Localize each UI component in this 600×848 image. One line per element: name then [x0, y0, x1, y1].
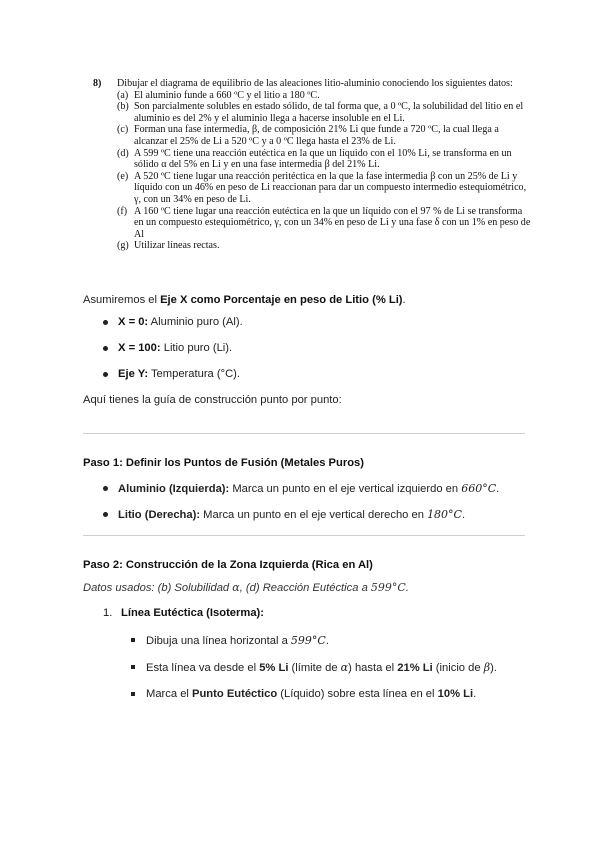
melting-point-item: Aluminio (Izquierda): Marca un punto en el eje vertical izquierdo en 660°C.: [83, 481, 533, 497]
step1-block: [83, 481, 533, 533]
problem-item: (e) A 520 ºC tiene lugar una reacción peritéctica en la que la fase intermedia β con un 25% de Li y líquido con un 46% en peso de Li reaccionan para dar un compuesto intermedio estequiométrico, γ, con un 34% en peso de Li.: [117, 170, 527, 205]
axes-list-item: Eje Y: Temperatura (°C).: [83, 367, 523, 382]
axis-assumption: Asumiremos el Eje X como Porcentaje en peso de Litio (% Li).: [83, 294, 406, 306]
step1-title: Paso 1: Definir los Puntos de Fusión (Metales Puros): [83, 457, 364, 469]
problem-statement: [93, 78, 533, 252]
divider: [83, 433, 525, 434]
eutectic-sub-item: Marca el Punto Eutéctico (Líquido) sobre esta línea en el 10% Li.: [83, 687, 533, 702]
divider: [83, 535, 525, 536]
guide-text: Aquí tienes la guía de construcción punto por punto:: [83, 394, 342, 406]
axes-list-item: X = 0: Aluminio puro (Al).: [83, 315, 523, 330]
problem-item: (d) A 599 ºC tiene una reacción eutéctica en la que un líquido con el 10% Li, se transforma en un sólido α del 5% en Li y en una fase intermedia β del 21% Li.: [117, 147, 512, 171]
eutectic-sublist: [83, 633, 533, 702]
problem-item: (b) Son parcialmente solubles en estado sólido, de tal forma que, a 0 ºC, la solubilidad del litio en el aluminio es del 2% y el aluminio llega a hacerse insoluble en el Li.: [117, 101, 524, 124]
melting-points-list: [83, 481, 533, 523]
problem-item: (a) El aluminio funde a 660 ºC y el litio a 180 ºC.: [117, 89, 320, 101]
eutectic-sub-item: Esta línea va desde el 5% Li (límite de α) hasta el 21% Li (inicio de β).: [83, 660, 533, 676]
problem-number: 8): [93, 78, 102, 89]
data-used: Datos usados: (b) Solubilidad α, (d) Reacción Eutéctica a 599°C.: [83, 581, 409, 594]
answer-intro-block: [83, 293, 523, 408]
problem-item: (c) Forman una fase intermedia, β, de composición 21% Li que funde a 720 ºC, la cual llega a alcanzar el 25% de Li a 520 ºC y a 0 ºC llega hasta el 23% de Li.: [117, 124, 499, 147]
problem-item: (g) Utilizar líneas rectas.: [117, 240, 220, 252]
step2-title: Paso 2: Construcción de la Zona Izquierda (Rica en Al): [83, 559, 373, 571]
problem-items: [93, 90, 533, 252]
eutectic-sub-item: Dibuja una línea horizontal a 599°C.: [83, 633, 533, 649]
step2-block: [83, 580, 533, 713]
melting-point-item: Litio (Derecha): Marca un punto en el eje vertical derecho en 180°C.: [83, 507, 533, 523]
axes-list-item: X = 100: Litio puro (Li).: [83, 341, 523, 356]
axes-list: [83, 315, 523, 382]
problem-intro: Dibujar el diagrama de equilibrio de las aleaciones litio-aluminio conociendo los siguientes datos:: [117, 78, 513, 89]
eutectic-line-heading: 1. Línea Eutéctica (Isoterma):: [103, 607, 264, 619]
problem-item: (f) A 160 ºC tiene lugar una reacción eutéctica en la que un líquido con el 97 % de Li se transforma en un compuesto estequiométrico, γ, con un 34% en peso de Li y una fase δ con un 1% en peso de Al: [117, 205, 531, 240]
